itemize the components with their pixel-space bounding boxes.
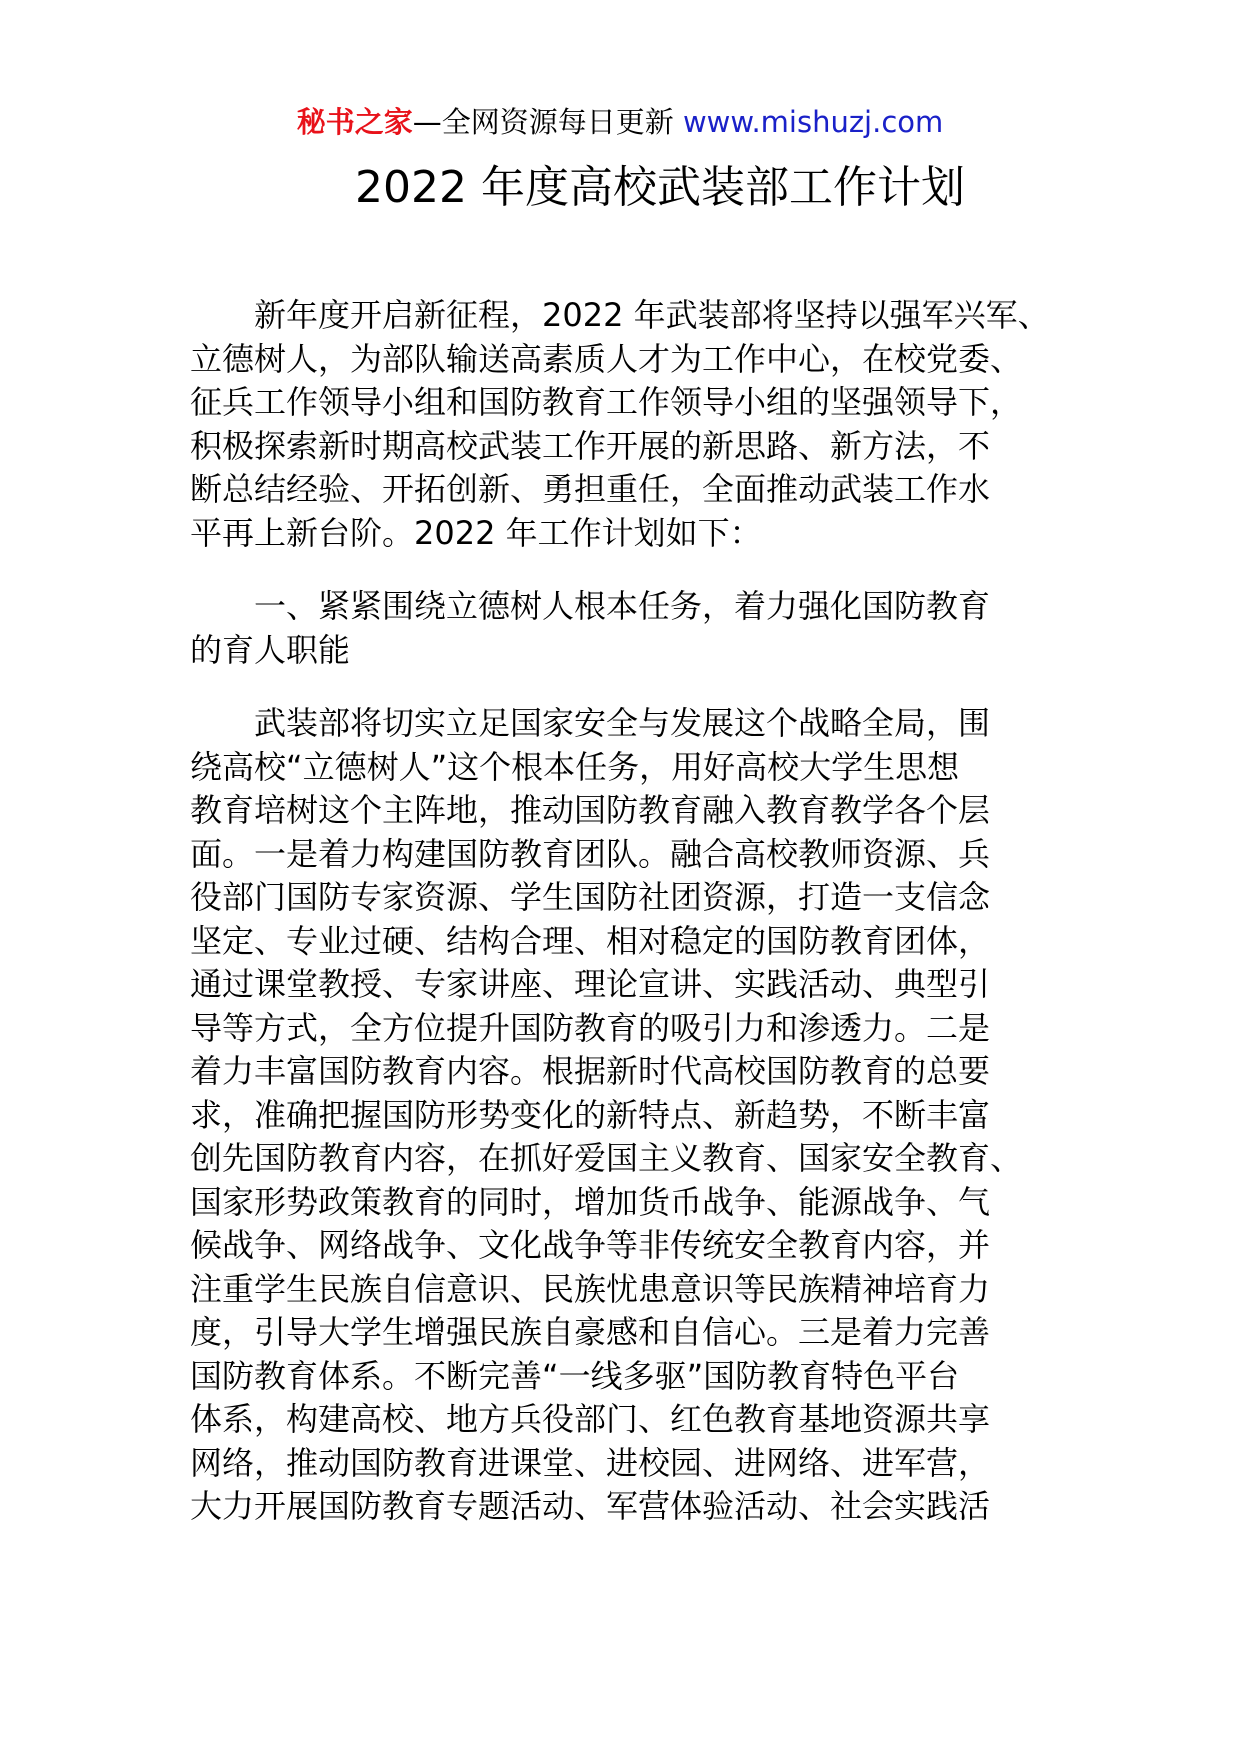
text-line: 绕高校“立德树人”这个根本任务，用好高校大学生思想 <box>190 747 960 786</box>
text-line: 大力开展国防教育专题活动、军营体验活动、社会实践活 <box>190 1487 991 1525</box>
text-line: 网络，推动国防教育进课堂、进校园、进网络、进军营， <box>190 1443 991 1482</box>
text-line: 候战争、网络战争、文化战争等非传统安全教育内容，并 <box>190 1226 991 1264</box>
text-line: 武装部将切实立足国家安全与发展这个战略全局，围 <box>254 704 991 742</box>
text-line: 平再上新台阶。2022 年工作计划如下： <box>190 513 762 552</box>
text-line: 度，引导大学生增强民族自豪感和自信心。三是着力完善 <box>190 1313 991 1351</box>
text-line: 役部门国防专家资源、学生国防社团资源，打造一支信念 <box>190 878 991 916</box>
document-title: 2022 年度高校武装部工作计划 <box>355 162 965 213</box>
text-line: 征兵工作领导小组和国防教育工作领导小组的坚强领导下， <box>190 383 1023 421</box>
text-line: 新年度开启新征程，2022 年武装部将坚持以强军兴军、 <box>254 296 1050 334</box>
paragraph-intro <box>190 294 1070 555</box>
text-line: 立德树人，为部队输送高素质人才为工作中心，在校党委、 <box>190 339 1023 378</box>
paragraph-section-1-body <box>190 702 1070 1529</box>
text-line: 着力丰富国防教育内容。根据新时代高校国防教育的总要 <box>190 1052 991 1090</box>
text-line: 一、紧紧围绕立德树人根本任务，着力强化国防教育 <box>254 587 991 625</box>
section-heading-1 <box>190 585 1070 672</box>
text-line: 积极探索新时期高校武装工作开展的新思路、新方法，不 <box>190 426 991 465</box>
text-line: 导等方式，全方位提升国防教育的吸引力和渗透力。二是 <box>190 1008 991 1047</box>
text-line: 注重学生民族自信意识、民族忧患意识等民族精神培育力 <box>190 1269 991 1308</box>
brand-name: 秘书之家 <box>296 105 413 139</box>
text-line: 坚定、专业过硬、结构合理、相对稳定的国防教育团体， <box>190 921 991 960</box>
text-line: 国防教育体系。不断完善“一线多驱”国防教育特色平台 <box>190 1356 960 1395</box>
text-line: 面。一是着力构建国防教育团队。融合高校教师资源、兵 <box>190 834 991 873</box>
text-line: 求，准确把握国防形势变化的新特点、新趋势，不断丰富 <box>190 1095 991 1134</box>
text-line: 国家形势政策教育的同时，增加货币战争、能源战争、气 <box>190 1182 991 1221</box>
text-line: 教育培树这个主阵地，推动国防教育融入教育教学各个层 <box>190 791 991 829</box>
text-line: 体系，构建高校、地方兵役部门、红色教育基地资源共享 <box>190 1400 991 1438</box>
document-body <box>190 294 1070 1559</box>
text-line: 断总结经验、开拓创新、勇担重任，全面推动武装工作水 <box>190 470 991 508</box>
site-header <box>0 100 1240 144</box>
text-line: 创先国防教育内容，在抓好爱国主义教育、国家安全教育、 <box>190 1139 1023 1177</box>
site-url-link[interactable]: www.mishuzj.com <box>682 105 944 139</box>
text-line: 的育人职能 <box>190 630 351 669</box>
text-line: 通过课堂教授、专家讲座、理论宣讲、实践活动、典型引 <box>190 965 991 1003</box>
header-tagline: —全网资源每日更新 <box>412 105 683 139</box>
